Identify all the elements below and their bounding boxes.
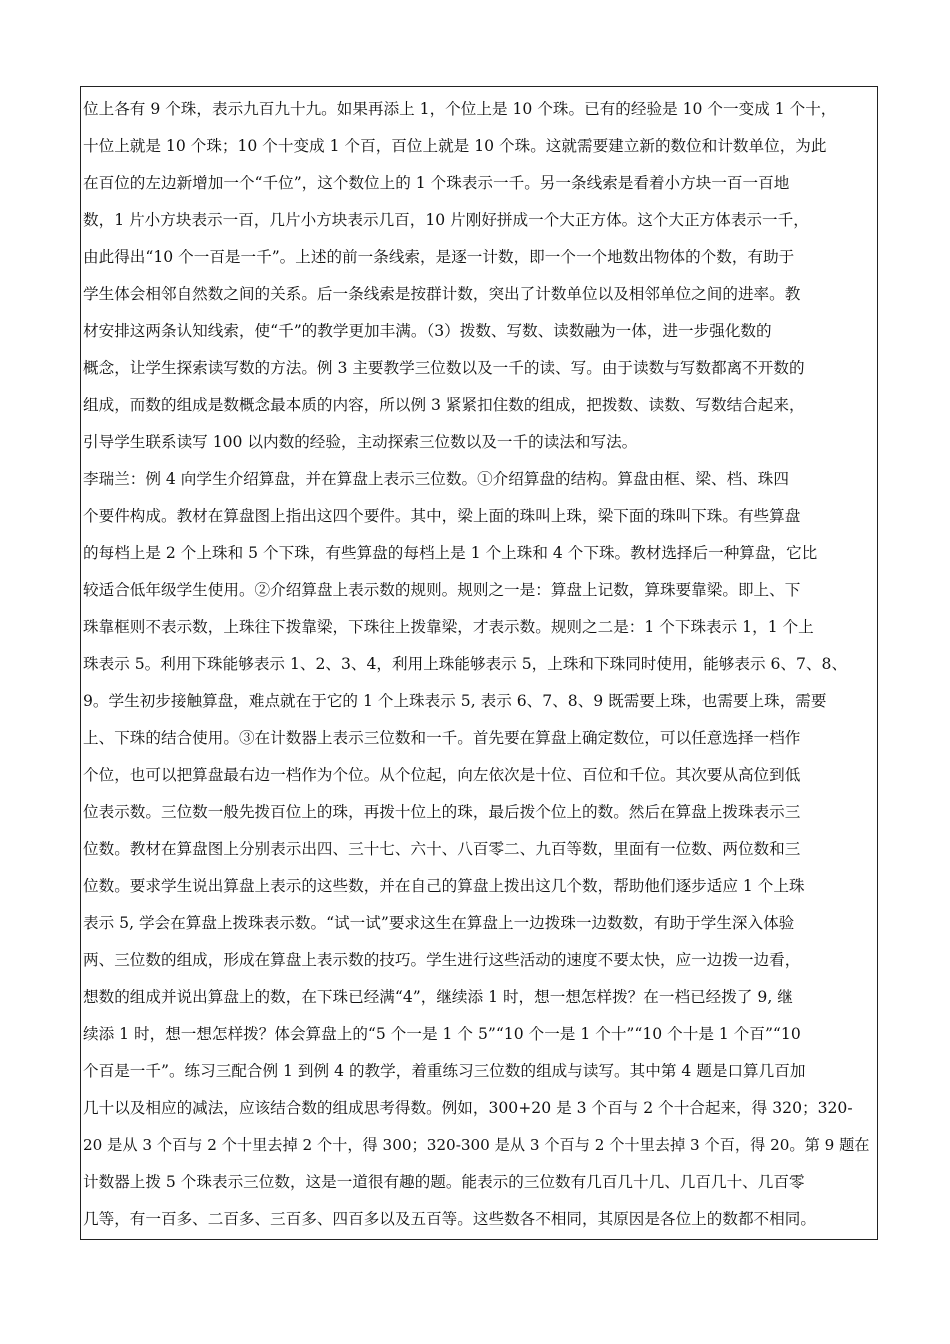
text-line: 20 是从 3 个百与 2 个十里去掉 2 个十，得 300；320-300 是从 3 个百与 2 个十里去掉 3 个百，得 20。第 9 题在 bbox=[83, 1136, 870, 1154]
text-line: 由此得出“10 个一百是一千”。上述的前一条线索，是逐一计数，即一个一个地数出物体的个数，有助于 bbox=[83, 248, 795, 266]
text-line: 个位，也可以把算盘最右边一档作为个位。从个位起，向左依次是十位、百位和千位。其次要从高位到低 bbox=[83, 766, 801, 784]
text-line: 两、三位数的组成，形成在算盘上表示数的技巧。学生进行这些活动的速度不要太快，应一边拨一边看， bbox=[83, 951, 801, 969]
text-line: 引导学生联系读写 100 以内数的经验，主动探索三位数以及一千的读法和写法。 bbox=[83, 433, 638, 451]
text-line: 位表示数。三位数一般先拨百位上的珠，再拨十位上的珠，最后拨个位上的数。然后在算盘上拨珠表示三 bbox=[83, 803, 801, 821]
text-line: 的每档上是 2 个上珠和 5 个下珠，有些算盘的每档上是 1 个上珠和 4 个下珠。教材选择后一种算盘，它比 bbox=[83, 544, 818, 562]
text-line: 几等，有一百多、二百多、三百多、四百多以及五百等。这些数各不相同，其原因是各位上的数都不相同。 bbox=[83, 1210, 816, 1228]
text-line: 个百是一千”。练习三配合例 1 到例 4 的教学，着重练习三位数的组成与读写。其中第 4 题是口算几百加 bbox=[83, 1062, 806, 1080]
text-line: 较适合低年级学生使用。②介绍算盘上表示数的规则。规则之一是：算盘上记数，算珠要靠梁。即上、下 bbox=[83, 581, 801, 599]
text-line: 珠靠框则不表示数，上珠往下拨靠梁，下珠往上拨靠梁，才表示数。规则之二是：1 个下珠表示 1，1 个上 bbox=[83, 618, 814, 636]
text-line: 个要件构成。教材在算盘图上指出这四个要件。其中，梁上面的珠叫上珠，梁下面的珠叫下珠。有些算盘 bbox=[83, 507, 801, 525]
text-line: 位数。要求学生说出算盘上表示的这些数，并在自己的算盘上拨出这几个数，帮助他们逐步适应 1 个上珠 bbox=[83, 877, 805, 895]
text-line: 珠表示 5。利用下珠能够表示 1、2、3、4，利用上珠能够表示 5，上珠和下珠同时使用，能够表示 6、7、8、 bbox=[83, 655, 848, 673]
text-line: 组成，而数的组成是数概念最本质的内容，所以例 3 紧紧扣住数的组成，把拨数、读数、写数结合起来， bbox=[83, 396, 805, 414]
text-line: 9。学生初步接触算盘，难点就在于它的 1 个上珠表示 5, 表示 6、7、8、9 既需要上珠，也需要上珠，需要 bbox=[83, 692, 827, 710]
text-line: 数，1 片小方块表示一百，几片小方块表示几百，10 片刚好拼成一个大正方体。这个大正方体表示一千， bbox=[83, 211, 809, 229]
text-line: 材安排这两条认知线索，使“千”的教学更加丰满。（3）拨数、写数、读数融为一体，进一步强化数的 bbox=[83, 322, 772, 340]
text-line: 计数器上拨 5 个珠表示三位数，这是一道很有趣的题。能表示的三位数有几百几十几、几百几十、几百零 bbox=[83, 1173, 805, 1191]
text-line: 在百位的左边新增加一个“千位”，这个数位上的 1 个珠表示一千。另一条线索是看着小方块一百一百地 bbox=[83, 174, 790, 192]
text-line: 几十以及相应的减法，应该结合数的组成思考得数。例如，300+20 是 3 个百与 2 个十合起来，得 320；320- bbox=[83, 1099, 853, 1117]
text-line: 概念，让学生探索读写数的方法。例 3 主要教学三位数以及一千的读、写。由于读数与写数都离不开数的 bbox=[83, 359, 805, 377]
text-line: 想数的组成并说出算盘上的数，在下珠已经满“4”，继续添 1 时，想一想怎样拨？在一档已经拨了 9, 继 bbox=[83, 988, 793, 1006]
text-line: 上、下珠的结合使用。③在计数器上表示三位数和一千。首先要在算盘上确定数位，可以任意选择一档作 bbox=[83, 729, 801, 747]
text-line: 表示 5, 学会在算盘上拨珠表示数。“试一试”要求这生在算盘上一边拨珠一边数数，有助于学生深入体验 bbox=[83, 914, 795, 932]
text-line: 李瑞兰：例 4 向学生介绍算盘，并在算盘上表示三位数。①介绍算盘的结构。算盘由框、梁、档、珠四 bbox=[83, 470, 789, 488]
document-frame bbox=[80, 86, 878, 1240]
text-line: 十位上就是 10 个珠；10 个十变成 1 个百，百位上就是 10 个珠。这就需要建立新的数位和计数单位，为此 bbox=[83, 137, 827, 155]
text-line: 位上各有 9 个珠，表示九百九十九。如果再添上 1，个位上是 10 个珠。已有的经验是 10 个一变成 1 个十， bbox=[83, 100, 837, 118]
text-line: 续添 1 时，想一想怎样拨？体会算盘上的“5 个一是 1 个 5”“10 个一是 1 个十”“10 个十是 1 个百”“10 bbox=[83, 1025, 801, 1043]
text-line: 学生体会相邻自然数之间的关系。后一条线索是按群计数，突出了计数单位以及相邻单位之间的进率。教 bbox=[83, 285, 801, 303]
text-line: 位数。教材在算盘图上分别表示出四、三十七、六十、八百零二、九百等数，里面有一位数、两位数和三 bbox=[83, 840, 801, 858]
